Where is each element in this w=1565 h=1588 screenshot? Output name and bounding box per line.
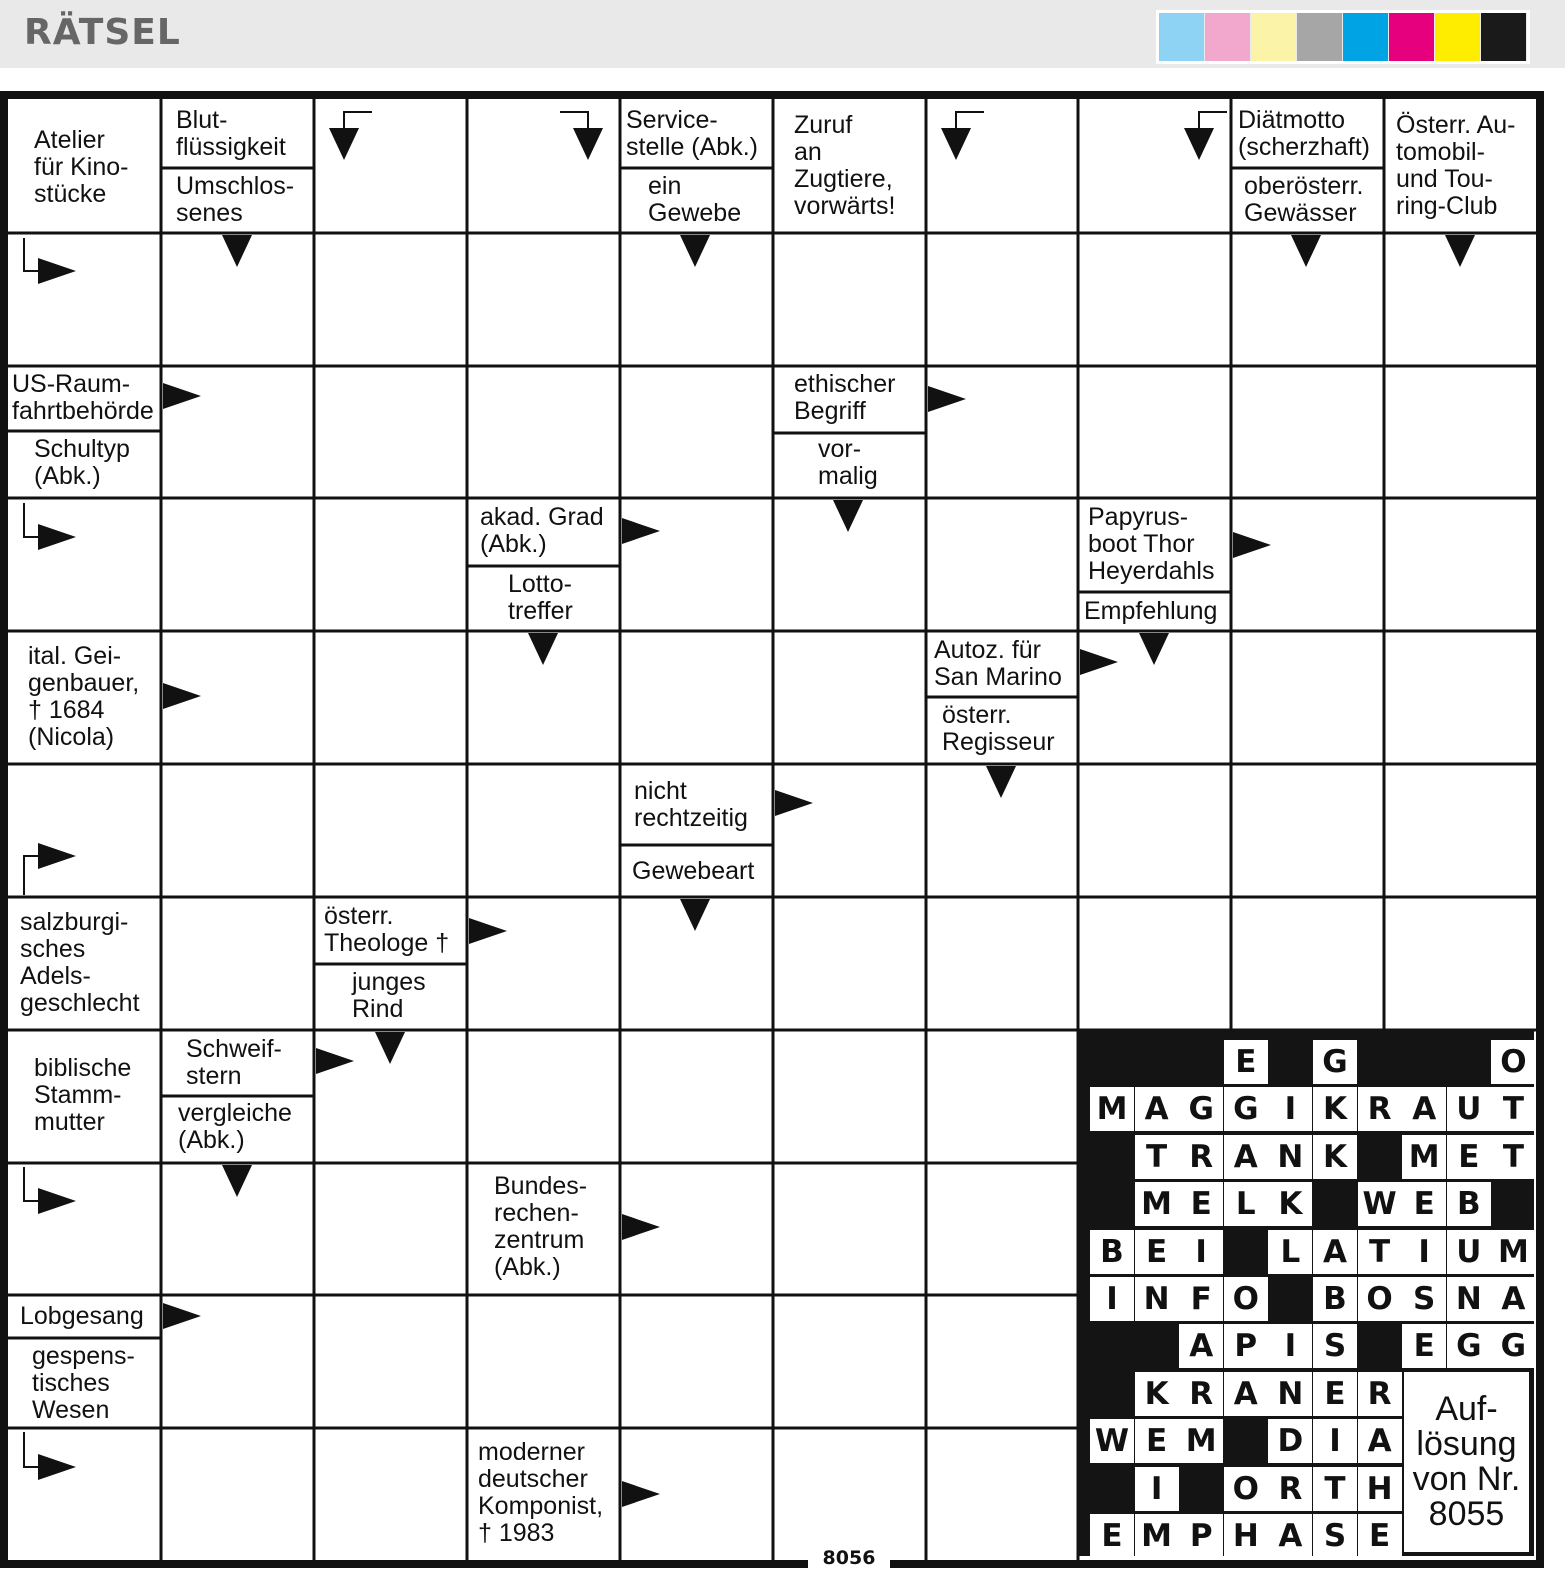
solution-letter: A: [1224, 1372, 1268, 1416]
clue-zuruf: Zuruf an Zugtiere, vorwärts!: [794, 111, 896, 220]
arrow-down-icon: [222, 1165, 252, 1197]
arrow-down-icon: [222, 235, 252, 267]
clue-umschlossenes: Umschlos- senes: [176, 172, 295, 227]
arrow-right-icon: [622, 518, 660, 544]
clue-papyrusboot: Papyrus- boot Thor Heyerdahls: [1088, 502, 1215, 585]
solution-letter: A: [1491, 1277, 1535, 1321]
arrow-right-icon: [38, 1454, 76, 1480]
clue-servicestelle: Service- stelle (Abk.): [626, 106, 758, 161]
bent-arrow-icon: [24, 1432, 40, 1467]
solution-letter: N: [1268, 1372, 1312, 1416]
solution-letter: L: [1224, 1182, 1268, 1226]
solution-letter: F: [1179, 1277, 1223, 1321]
solution-letter: E: [1358, 1514, 1402, 1558]
clue-moderner-komponist: moderner deutscher Komponist, † 1983: [478, 1438, 604, 1547]
arrow-right-icon: [38, 843, 76, 869]
solution-letter: A: [1402, 1087, 1446, 1131]
bent-arrow-icon: [956, 112, 984, 130]
solution-letter: H: [1358, 1467, 1402, 1511]
solution-letter: M: [1491, 1230, 1535, 1274]
clue-diaetmotto: Diätmotto (scherzhaft): [1238, 106, 1370, 161]
solution-letter: R: [1179, 1135, 1223, 1179]
bent-arrow-icon: [24, 1167, 40, 1201]
arrow-right-icon: [622, 1481, 660, 1507]
clue-oesterr-regisseur: österr. Regisseur: [942, 701, 1055, 756]
solution-letter: G: [1179, 1087, 1223, 1131]
solution-letter: E: [1313, 1372, 1357, 1416]
clue-nicht-rechtzeitig: nicht rechtzeitig: [634, 777, 748, 832]
solution-letter: A: [1268, 1514, 1312, 1558]
solution-letter: K: [1313, 1135, 1357, 1179]
clue-oberoesterr-gewaesser: oberösterr. Gewässer: [1244, 172, 1364, 227]
arrow-down-icon: [1291, 235, 1321, 267]
arrow-down-icon: [941, 128, 971, 160]
solution-letter: A: [1313, 1230, 1357, 1274]
solution-letter: R: [1179, 1372, 1223, 1416]
arrow-right-icon: [163, 383, 201, 409]
clue-lobgesang: Lobgesang: [20, 1301, 144, 1330]
solution-letter: P: [1224, 1324, 1268, 1368]
bent-arrow-icon: [560, 112, 588, 130]
solution-letter: N: [1135, 1277, 1179, 1321]
clue-empfehlung: Empfehlung: [1084, 596, 1218, 625]
puzzle-number: 8056: [808, 1545, 890, 1571]
solution-letter: I: [1402, 1230, 1446, 1274]
solution-letter: A: [1135, 1087, 1179, 1131]
solution-letter: T: [1491, 1087, 1535, 1131]
solution-letter: O: [1224, 1467, 1268, 1511]
solution-letter: I: [1135, 1467, 1179, 1511]
solution-letter: N: [1447, 1277, 1491, 1321]
solution-letter: O: [1224, 1277, 1268, 1321]
clue-autoz-san-marino: Autoz. für San Marino: [934, 636, 1062, 691]
solution-letter: K: [1313, 1087, 1357, 1131]
solution-letter: O: [1491, 1040, 1535, 1084]
solution-letter: U: [1447, 1230, 1491, 1274]
solution-letter: G: [1447, 1324, 1491, 1368]
solution-letter: H: [1224, 1514, 1268, 1558]
clue-junges-rind: junges Rind: [352, 968, 426, 1023]
solution-letter: N: [1268, 1135, 1312, 1179]
solution-letter: U: [1447, 1087, 1491, 1131]
bent-arrow-icon: [1199, 112, 1227, 130]
arrow-right-icon: [38, 258, 76, 284]
arrow-down-icon: [680, 899, 710, 931]
clue-lottotreffer: Lotto- treffer: [508, 570, 573, 625]
clue-blutfluessigkeit: Blut- flüssigkeit: [176, 106, 286, 161]
clue-ethischer-begriff: ethischer Begriff: [794, 370, 896, 425]
solution-letter: E: [1090, 1514, 1134, 1558]
solution-letter: I: [1179, 1230, 1223, 1274]
clue-vergleiche: vergleiche (Abk.): [178, 1099, 292, 1154]
clue-oeamtc: Österr. Au- tomobil- und Tou- ring-Club: [1396, 111, 1516, 220]
arrow-down-icon: [680, 235, 710, 267]
arrow-right-icon: [38, 1188, 76, 1214]
solution-letter: K: [1268, 1182, 1312, 1226]
solution-letter: S: [1402, 1277, 1446, 1321]
clue-gespenstisches-wesen: gespens- tisches Wesen: [32, 1341, 135, 1424]
solution-letter: G: [1491, 1324, 1535, 1368]
arrow-down-icon: [986, 766, 1016, 798]
solution-letter: E: [1402, 1324, 1446, 1368]
clue-biblische-stammmutter: biblische Stamm- mutter: [34, 1053, 132, 1136]
arrow-right-icon: [775, 790, 813, 816]
arrow-right-icon: [38, 524, 76, 550]
arrow-down-icon: [375, 1032, 405, 1064]
arrow-right-icon: [469, 918, 507, 944]
clue-bundesrechenzentrum: Bundes- rechen- zentrum (Abk.): [494, 1172, 588, 1281]
solution-letter: I: [1313, 1419, 1357, 1463]
solution-letter: M: [1090, 1087, 1134, 1131]
solution-letter: A: [1224, 1135, 1268, 1179]
solution-letter: S: [1313, 1324, 1357, 1368]
solution-letter: M: [1179, 1419, 1223, 1463]
solution-letter: E: [1135, 1419, 1179, 1463]
solution-letter: T: [1135, 1135, 1179, 1179]
solution-letter: T: [1313, 1467, 1357, 1511]
solution-letter: D: [1268, 1419, 1312, 1463]
solution-letter: I: [1090, 1277, 1134, 1321]
solution-letter: B: [1313, 1277, 1357, 1321]
clue-gewebeart: Gewebeart: [632, 856, 755, 885]
solution-letter: S: [1313, 1514, 1357, 1558]
solution-letter: E: [1135, 1230, 1179, 1274]
clue-ital-geigenbauer: ital. Gei- genbauer, † 1684 (Nicola): [28, 642, 140, 751]
solution-letter: E: [1224, 1040, 1268, 1084]
clue-oesterr-theologe: österr. Theologe †: [324, 902, 450, 957]
solution-letter: M: [1135, 1182, 1179, 1226]
arrow-right-icon: [316, 1048, 354, 1074]
arrow-right-icon: [928, 386, 966, 412]
solution-letter: I: [1268, 1087, 1312, 1131]
bent-arrow-icon: [24, 856, 40, 895]
solution-letter: B: [1447, 1182, 1491, 1226]
clue-vormalig: vor- malig: [818, 435, 878, 490]
solution-letter: E: [1447, 1135, 1491, 1179]
arrow-down-icon: [329, 128, 359, 160]
solution-letter: R: [1268, 1467, 1312, 1511]
solution-letter: E: [1402, 1182, 1446, 1226]
bent-arrow-icon: [24, 503, 40, 537]
bent-arrow-icon: [24, 238, 40, 271]
solution-letter: R: [1358, 1372, 1402, 1416]
arrow-right-icon: [163, 1303, 201, 1329]
solution-letter: T: [1358, 1230, 1402, 1274]
solution-letter: K: [1135, 1372, 1179, 1416]
solution-letter: W: [1358, 1182, 1402, 1226]
solution-letter: B: [1090, 1230, 1134, 1274]
solution-letter: M: [1135, 1514, 1179, 1558]
solution-letter: O: [1358, 1277, 1402, 1321]
solution-letter: G: [1313, 1040, 1357, 1084]
clue-ein-gewebe: ein Gewebe: [648, 172, 742, 227]
page-title: RÄTSEL: [24, 12, 181, 53]
clue-schultyp: Schultyp (Abk.): [34, 435, 130, 490]
solution-letter: L: [1268, 1230, 1312, 1274]
clue-salzburgisches-adelsgeschlecht: salzburgi- sches Adels- geschlecht: [20, 908, 140, 1017]
solution-letter: T: [1491, 1135, 1535, 1179]
arrow-right-icon: [622, 1214, 660, 1240]
bent-arrow-icon: [344, 112, 372, 130]
arrow-right-icon: [1233, 532, 1271, 558]
solution-letter: R: [1358, 1087, 1402, 1131]
arrow-down-icon: [573, 128, 603, 160]
solution-letter: P: [1179, 1514, 1223, 1558]
arrow-down-icon: [1445, 235, 1475, 267]
solution-caption: Auf- lösung von Nr. 8055: [1404, 1372, 1529, 1552]
arrow-right-icon: [163, 683, 201, 709]
solution-letter: E: [1179, 1182, 1223, 1226]
clue-schweifstern: Schweif- stern: [186, 1035, 282, 1090]
solution-letter: A: [1358, 1419, 1402, 1463]
clue-atelier: Atelier für Kino- stücke: [34, 125, 129, 208]
arrow-right-icon: [1080, 649, 1118, 675]
solution-letter: A: [1179, 1324, 1223, 1368]
arrow-down-icon: [1184, 128, 1214, 160]
arrow-down-icon: [833, 500, 863, 532]
clue-nasa: US-Raum- fahrtbehörde: [12, 370, 154, 425]
arrow-down-icon: [528, 633, 558, 665]
solution-letter: I: [1268, 1324, 1312, 1368]
clue-akad-grad: akad. Grad (Abk.): [480, 503, 604, 558]
arrow-down-icon: [1139, 633, 1169, 665]
solution-letter: W: [1090, 1419, 1134, 1463]
solution-letter: M: [1402, 1135, 1446, 1179]
solution-letter: G: [1224, 1087, 1268, 1131]
